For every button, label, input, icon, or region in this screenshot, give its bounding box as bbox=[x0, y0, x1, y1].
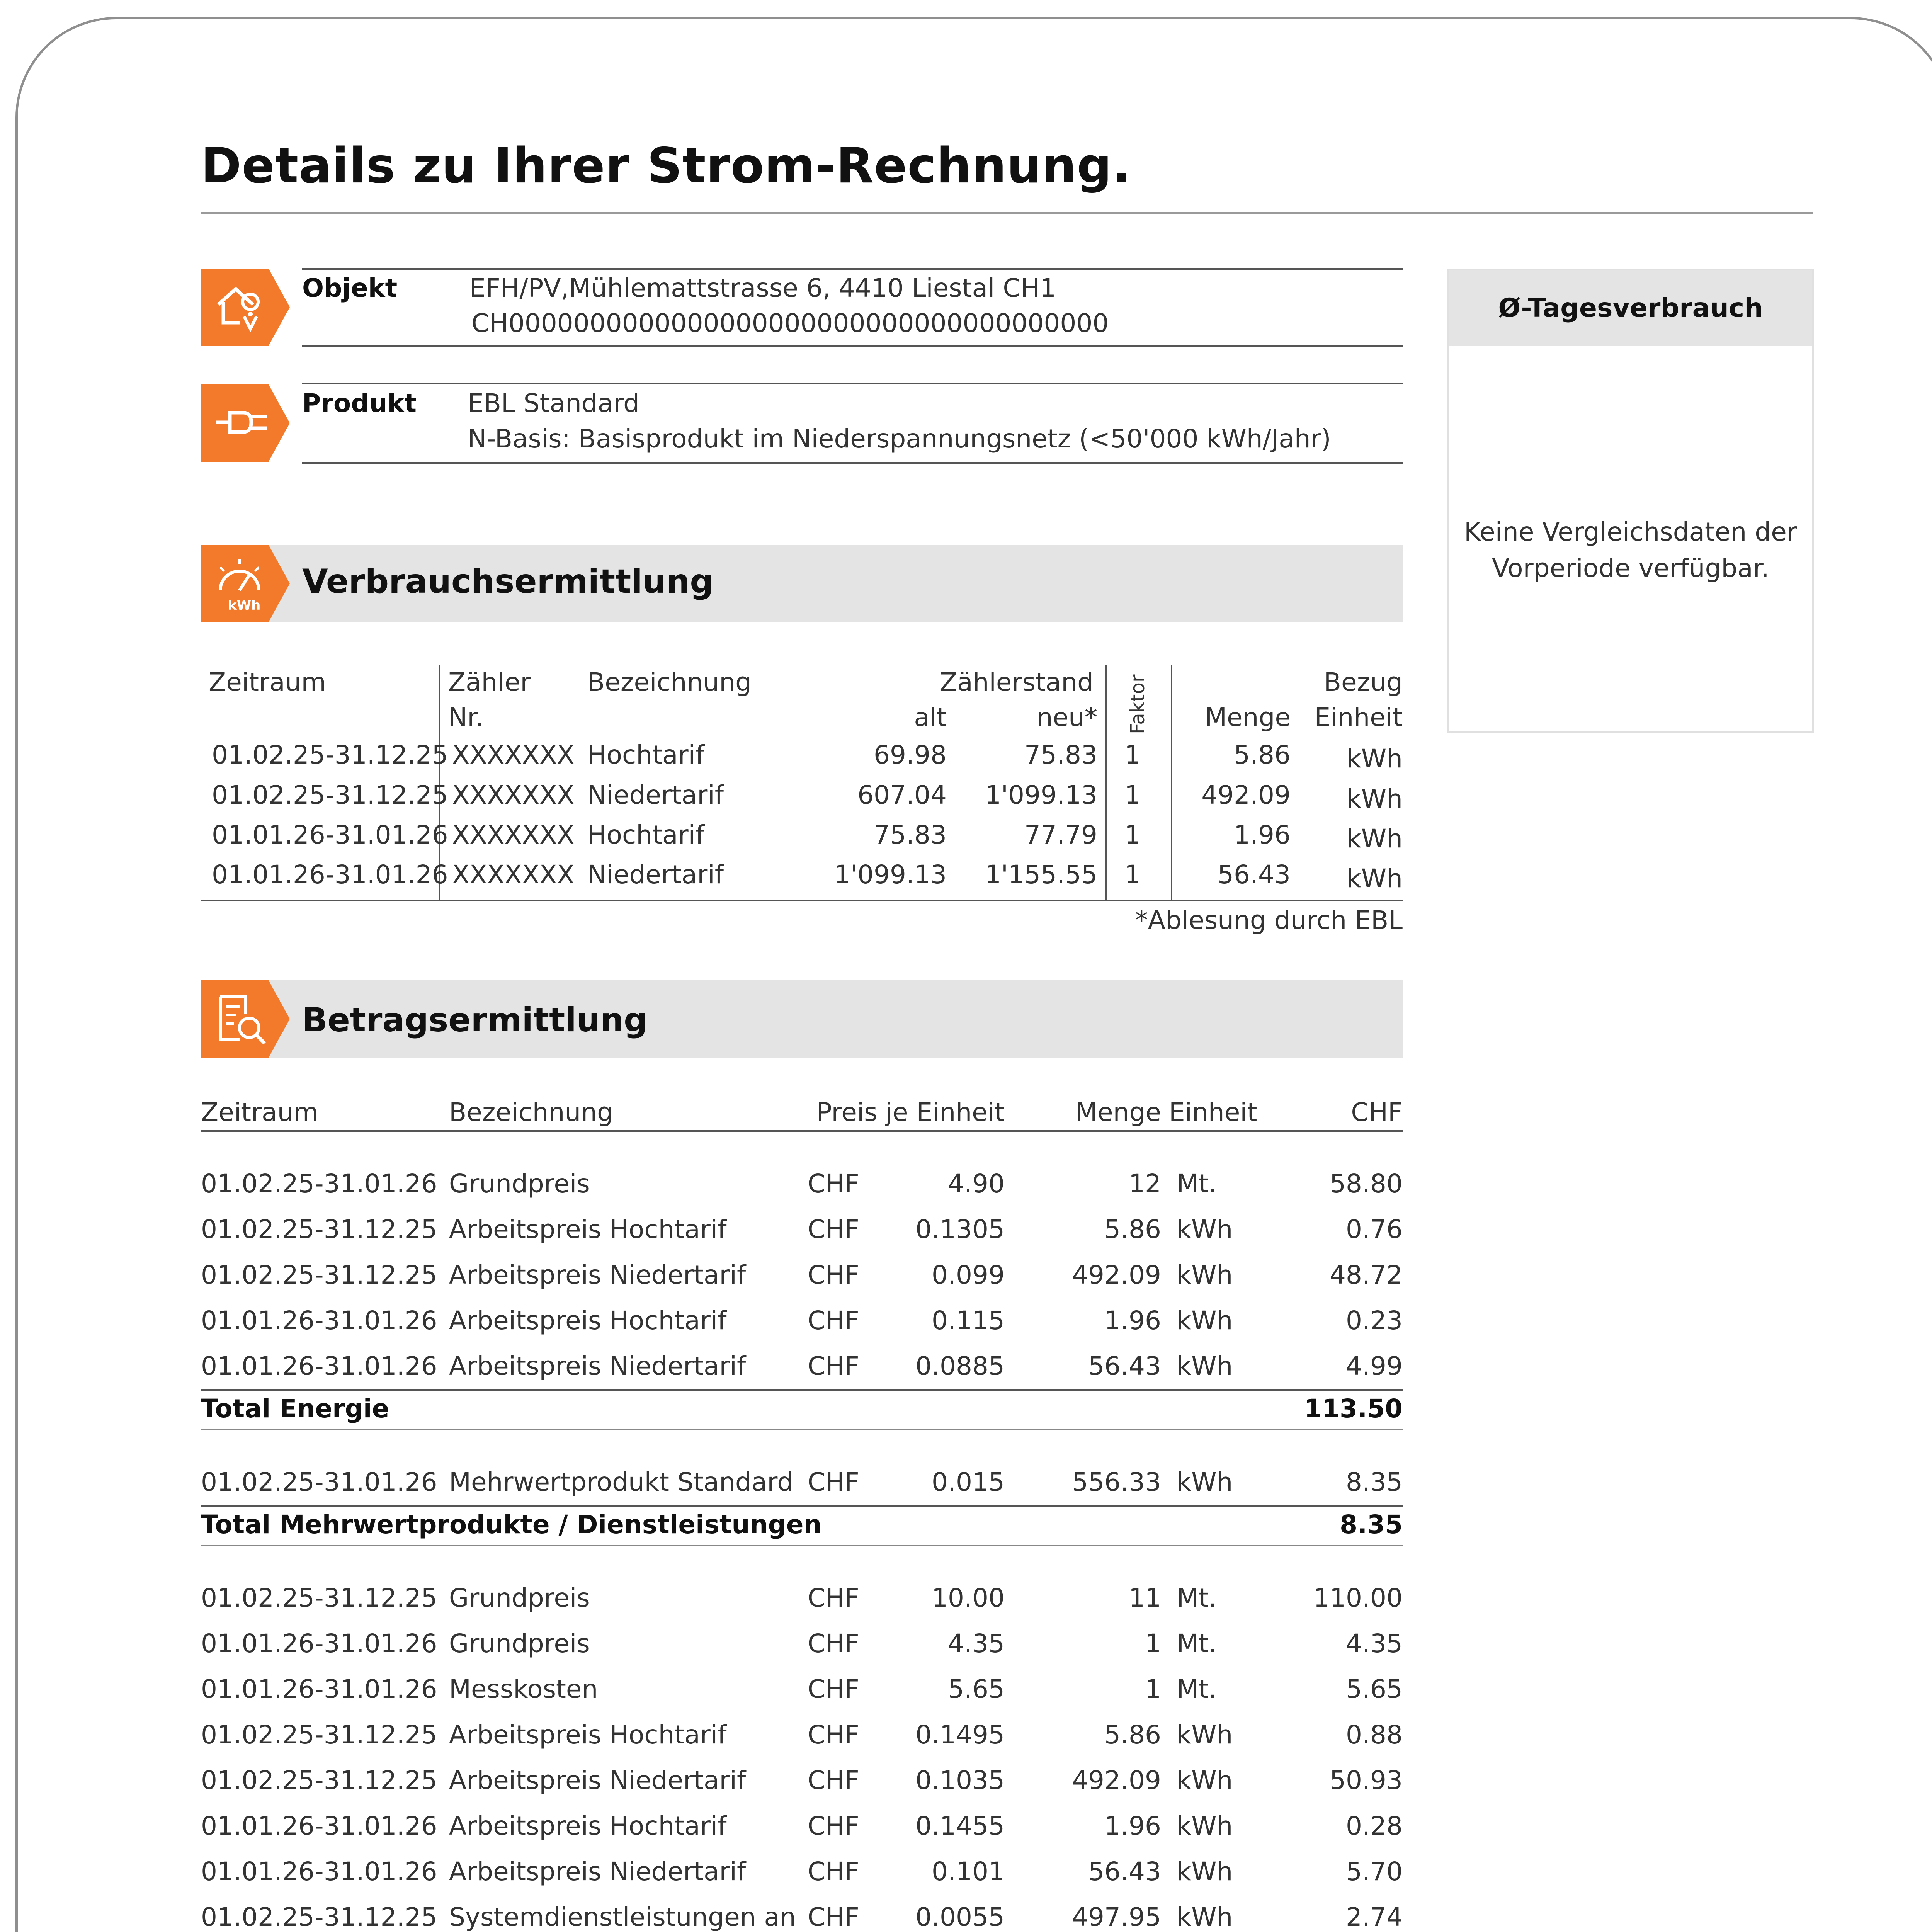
subtotal-value: 113.50 bbox=[1304, 1394, 1403, 1423]
bcol-bezeichnung: Bezeichnung bbox=[449, 1097, 613, 1127]
col-bezeichnung: Bezeichnung bbox=[587, 667, 752, 697]
row-zeitraum: 01.01.26-31.01.26 bbox=[201, 1306, 437, 1335]
row-preis: 4.90 bbox=[948, 1169, 1005, 1199]
row-faktor: 1 bbox=[1124, 740, 1141, 770]
row-currency: CHF bbox=[808, 1306, 859, 1335]
row-menge: 497.95 bbox=[1072, 1902, 1161, 1932]
row-menge: 556.33 bbox=[1072, 1467, 1161, 1497]
row-currency: CHF bbox=[808, 1720, 859, 1750]
row-chf: 48.72 bbox=[1330, 1260, 1403, 1290]
row-preis: 0.1495 bbox=[915, 1720, 1005, 1750]
row-zeitraum: 01.02.25-31.01.26 bbox=[201, 1169, 437, 1199]
row-bezeichnung: Niedertarif bbox=[587, 860, 724, 889]
produkt-bottom-rule bbox=[302, 462, 1403, 464]
row-preis: 0.0055 bbox=[915, 1902, 1005, 1932]
row-chf: 0.23 bbox=[1346, 1306, 1403, 1335]
row-bezeichnung: Arbeitspreis Niedertarif bbox=[449, 1351, 746, 1381]
row-chf: 110.00 bbox=[1313, 1583, 1403, 1613]
row-preis: 10.00 bbox=[932, 1583, 1005, 1613]
row-preis: 0.1455 bbox=[915, 1811, 1005, 1841]
row-bezeichnung: Arbeitspreis Hochtarif bbox=[449, 1306, 727, 1335]
row-einheit: kWh bbox=[1346, 824, 1403, 854]
col-neu: neu* bbox=[1036, 702, 1097, 732]
row-einheit: kWh bbox=[1177, 1467, 1233, 1497]
betrag-title: Betragsermittlung bbox=[302, 1001, 648, 1039]
row-preis: 0.115 bbox=[932, 1306, 1005, 1335]
row-menge: 56.43 bbox=[1218, 860, 1291, 889]
row-preis: 0.1035 bbox=[915, 1765, 1005, 1795]
row-currency: CHF bbox=[808, 1260, 859, 1290]
row-menge: 1 bbox=[1145, 1674, 1161, 1704]
objekt-label: Objekt bbox=[302, 273, 398, 303]
row-preis: 4.35 bbox=[948, 1629, 1005, 1658]
row-zeitraum: 01.02.25-31.01.26 bbox=[201, 1467, 437, 1497]
bcol-menge: Menge bbox=[1075, 1097, 1161, 1127]
row-preis: 0.0885 bbox=[915, 1351, 1005, 1381]
row-chf: 4.35 bbox=[1346, 1629, 1403, 1658]
row-menge: 12 bbox=[1129, 1169, 1161, 1199]
row-bezeichnung: Niedertarif bbox=[587, 780, 724, 810]
tagesverbrauch-message: Keine Vergleichsdaten der Vorperiode verfügbar. bbox=[1464, 517, 1797, 583]
svg-text:kWh: kWh bbox=[228, 598, 261, 613]
power-plug-icon bbox=[213, 395, 274, 449]
row-alt: 69.98 bbox=[874, 740, 947, 770]
row-preis: 0.101 bbox=[932, 1857, 1005, 1886]
row-preis: 5.65 bbox=[948, 1674, 1005, 1704]
row-zeitraum: 01.02.25-31.12.25 bbox=[201, 1765, 437, 1795]
row-menge: 5.86 bbox=[1104, 1720, 1161, 1750]
row-currency: CHF bbox=[808, 1629, 859, 1658]
row-menge: 11 bbox=[1129, 1583, 1161, 1613]
row-currency: CHF bbox=[808, 1811, 859, 1841]
row-currency: CHF bbox=[808, 1765, 859, 1795]
tagesverbrauch-box bbox=[1447, 269, 1814, 733]
produkt-line1: EBL Standard bbox=[468, 388, 639, 418]
row-einheit: kWh bbox=[1177, 1902, 1233, 1932]
col-menge: Menge bbox=[1205, 702, 1291, 732]
row-zaehler-nr: XXXXXXX bbox=[452, 860, 575, 889]
row-currency: CHF bbox=[808, 1351, 859, 1381]
row-einheit: Mt. bbox=[1177, 1169, 1217, 1199]
row-alt: 1'099.13 bbox=[834, 860, 947, 889]
row-chf: 50.93 bbox=[1330, 1765, 1403, 1795]
house-location-icon bbox=[213, 279, 267, 333]
row-einheit: kWh bbox=[1346, 784, 1403, 814]
page-title: Details zu Ihrer Strom-Rechnung. bbox=[201, 137, 1131, 194]
row-bezeichnung: Arbeitspreis Niedertarif bbox=[449, 1857, 746, 1886]
produkt-line2: N-Basis: Basisprodukt im Niederspannungsnetz (<50'000 kWh/Jahr) bbox=[468, 424, 1331, 454]
row-alt: 75.83 bbox=[874, 820, 947, 850]
col-faktor: Faktor bbox=[1126, 674, 1149, 734]
title-divider bbox=[201, 212, 1813, 214]
row-faktor: 1 bbox=[1124, 780, 1141, 810]
row-zaehler-nr: XXXXXXX bbox=[452, 740, 575, 770]
subtotal-rule bbox=[201, 1389, 1403, 1391]
row-menge: 1 bbox=[1145, 1629, 1161, 1658]
row-chf: 5.70 bbox=[1346, 1857, 1403, 1886]
row-einheit: kWh bbox=[1346, 744, 1403, 774]
row-zeitraum: 01.02.25-31.12.25 bbox=[201, 1902, 437, 1932]
row-zeitraum: 01.01.26-31.01.26 bbox=[201, 1351, 437, 1381]
row-zeitraum: 01.02.25-31.12.25 bbox=[212, 740, 448, 770]
row-zeitraum: 01.01.26-31.01.26 bbox=[201, 1811, 437, 1841]
subtotal-bottom-rule bbox=[201, 1545, 1403, 1546]
col-bezug: Bezug bbox=[1323, 667, 1403, 697]
row-chf: 5.65 bbox=[1346, 1674, 1403, 1704]
row-chf: 58.80 bbox=[1330, 1169, 1403, 1199]
verbrauch-bottom-rule bbox=[201, 900, 1403, 901]
objekt-line1: EFH/PV,Mühlemattstrasse 6, 4410 Liestal CH1 bbox=[469, 273, 1056, 303]
row-menge: 5.86 bbox=[1234, 740, 1291, 770]
row-menge: 56.43 bbox=[1088, 1351, 1161, 1381]
col-nr: Nr. bbox=[448, 702, 484, 732]
bcol-zeitraum: Zeitraum bbox=[201, 1097, 318, 1127]
subtotal-label: Total Energie bbox=[201, 1394, 389, 1423]
row-chf: 0.28 bbox=[1346, 1811, 1403, 1841]
row-neu: 1'155.55 bbox=[985, 860, 1097, 889]
row-bezeichnung: Grundpreis bbox=[449, 1169, 590, 1199]
row-menge: 492.09 bbox=[1201, 780, 1291, 810]
bcol-chf: CHF bbox=[1351, 1097, 1403, 1127]
tagesverbrauch-title: Ø-Tagesverbrauch bbox=[1449, 270, 1812, 346]
objekt-bottom-rule bbox=[302, 345, 1403, 347]
row-bezeichnung: Grundpreis bbox=[449, 1583, 590, 1613]
row-currency: CHF bbox=[808, 1583, 859, 1613]
row-zaehler-nr: XXXXXXX bbox=[452, 820, 575, 850]
row-chf: 2.74 bbox=[1346, 1902, 1403, 1932]
row-zeitraum: 01.01.26-31.01.26 bbox=[212, 860, 448, 889]
row-bezeichnung: Grundpreis bbox=[449, 1629, 590, 1658]
row-einheit: Mt. bbox=[1177, 1583, 1217, 1613]
row-menge: 1.96 bbox=[1234, 820, 1291, 850]
col-alt: alt bbox=[914, 702, 947, 732]
row-menge: 1.96 bbox=[1104, 1811, 1161, 1841]
col-zeitraum: Zeitraum bbox=[209, 667, 326, 697]
row-preis: 0.015 bbox=[932, 1467, 1005, 1497]
row-einheit: kWh bbox=[1177, 1765, 1233, 1795]
row-bezeichnung: Arbeitspreis Hochtarif bbox=[449, 1720, 727, 1750]
row-einheit: kWh bbox=[1177, 1260, 1233, 1290]
row-alt: 607.04 bbox=[857, 780, 947, 810]
col-einheit: Einheit bbox=[1314, 702, 1403, 732]
produkt-label: Produkt bbox=[302, 388, 417, 418]
col-zaehlerstand: Zählerstand bbox=[940, 667, 1094, 697]
row-menge: 492.09 bbox=[1072, 1260, 1161, 1290]
row-zeitraum: 01.02.25-31.12.25 bbox=[201, 1720, 437, 1750]
row-bezeichnung: Systemdienstleistungen an bbox=[449, 1902, 796, 1932]
col-zaehler: Zähler bbox=[448, 667, 531, 697]
row-einheit: kWh bbox=[1177, 1306, 1233, 1335]
row-zeitraum: 01.02.25-31.12.25 bbox=[212, 780, 448, 810]
betrag-header-rule bbox=[201, 1130, 1403, 1132]
row-zeitraum: 01.02.25-31.12.25 bbox=[201, 1214, 437, 1244]
row-zeitraum: 01.01.26-31.01.26 bbox=[201, 1629, 437, 1658]
row-bezeichnung: Messkosten bbox=[449, 1674, 598, 1704]
subtotal-label: Total Mehrwertprodukte / Dienstleistungen bbox=[201, 1510, 822, 1539]
row-zeitraum: 01.02.25-31.12.25 bbox=[201, 1583, 437, 1613]
subtotal-bottom-rule bbox=[201, 1429, 1403, 1430]
row-currency: CHF bbox=[808, 1902, 859, 1932]
objekt-line2: CH0000000000000000000000000000000000000 bbox=[471, 308, 1109, 338]
row-zeitraum: 01.02.25-31.12.25 bbox=[201, 1260, 437, 1290]
row-currency: CHF bbox=[808, 1214, 859, 1244]
row-neu: 77.79 bbox=[1024, 820, 1097, 850]
row-einheit: kWh bbox=[1177, 1720, 1233, 1750]
row-menge: 1.96 bbox=[1104, 1306, 1161, 1335]
row-einheit: Mt. bbox=[1177, 1629, 1217, 1658]
row-zeitraum: 01.01.26-31.01.26 bbox=[201, 1857, 437, 1886]
row-preis: 0.099 bbox=[932, 1260, 1005, 1290]
row-faktor: 1 bbox=[1124, 820, 1141, 850]
bcol-preis: Preis je Einheit bbox=[816, 1097, 1005, 1127]
row-bezeichnung: Arbeitspreis Niedertarif bbox=[449, 1260, 746, 1290]
row-chf: 0.88 bbox=[1346, 1720, 1403, 1750]
row-chf: 0.76 bbox=[1346, 1214, 1403, 1244]
invoice-search-icon bbox=[213, 991, 270, 1049]
row-zeitraum: 01.01.26-31.01.26 bbox=[201, 1674, 437, 1704]
row-einheit: kWh bbox=[1177, 1811, 1233, 1841]
row-zeitraum: 01.01.26-31.01.26 bbox=[212, 820, 448, 850]
row-menge: 492.09 bbox=[1072, 1765, 1161, 1795]
row-einheit: Mt. bbox=[1177, 1674, 1217, 1704]
row-bezeichnung: Hochtarif bbox=[587, 820, 705, 850]
subtotal-value: 8.35 bbox=[1340, 1510, 1403, 1539]
row-bezeichnung: Arbeitspreis Hochtarif bbox=[449, 1811, 727, 1841]
row-chf: 4.99 bbox=[1346, 1351, 1403, 1381]
row-bezeichnung: Hochtarif bbox=[587, 740, 705, 770]
row-currency: CHF bbox=[808, 1674, 859, 1704]
bcol-einheit: Einheit bbox=[1169, 1097, 1257, 1127]
verbrauch-title: Verbrauchsermittlung bbox=[302, 562, 714, 601]
row-bezeichnung: Arbeitspreis Niedertarif bbox=[449, 1765, 746, 1795]
row-menge: 5.86 bbox=[1104, 1214, 1161, 1244]
produkt-top-rule bbox=[302, 383, 1403, 384]
row-menge: 56.43 bbox=[1088, 1857, 1161, 1886]
col-divider bbox=[1105, 665, 1107, 901]
row-einheit: kWh bbox=[1346, 864, 1403, 893]
row-currency: CHF bbox=[808, 1857, 859, 1886]
row-zaehler-nr: XXXXXXX bbox=[452, 780, 575, 810]
row-einheit: kWh bbox=[1177, 1857, 1233, 1886]
subtotal-rule bbox=[201, 1505, 1403, 1507]
row-currency: CHF bbox=[808, 1169, 859, 1199]
row-bezeichnung: Mehrwertprodukt Standard bbox=[449, 1467, 794, 1497]
row-chf: 8.35 bbox=[1346, 1467, 1403, 1497]
row-preis: 0.1305 bbox=[915, 1214, 1005, 1244]
row-faktor: 1 bbox=[1124, 860, 1141, 889]
verbrauch-note: *Ablesung durch EBL bbox=[1135, 905, 1403, 935]
row-neu: 1'099.13 bbox=[985, 780, 1097, 810]
row-einheit: kWh bbox=[1177, 1351, 1233, 1381]
kwh-meter-icon bbox=[213, 556, 270, 614]
row-neu: 75.83 bbox=[1024, 740, 1097, 770]
row-currency: CHF bbox=[808, 1467, 859, 1497]
row-einheit: kWh bbox=[1177, 1214, 1233, 1244]
row-bezeichnung: Arbeitspreis Hochtarif bbox=[449, 1214, 727, 1244]
objekt-top-rule bbox=[302, 268, 1403, 270]
